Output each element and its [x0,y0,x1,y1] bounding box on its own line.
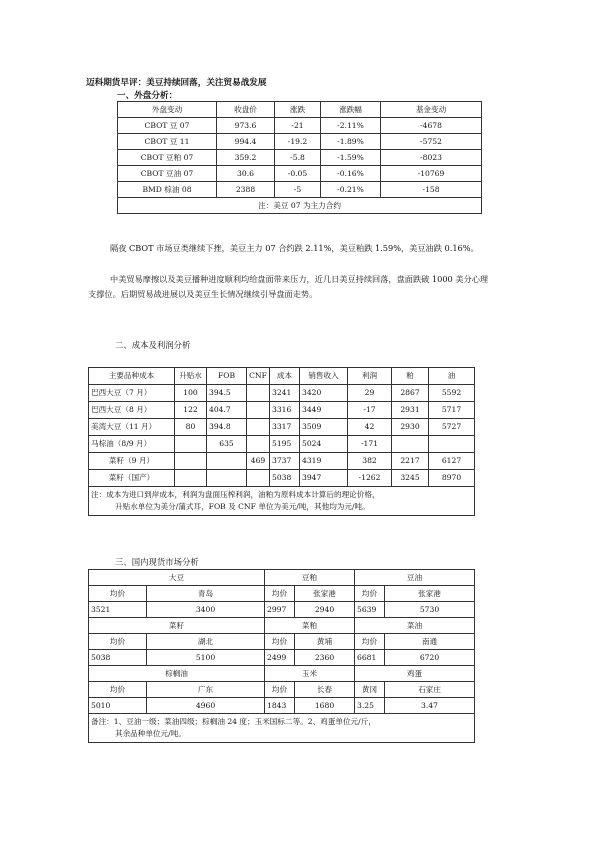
label-cell: 湖北 [147,634,265,650]
note-line: 其余品种单位元/吨。 [115,729,186,739]
value-cell: 2940 [295,602,355,618]
table-cell: CBOT 豆粕 07 [118,150,217,166]
table-cell: BMD 棕油 08 [118,182,217,198]
label-cell: 均价 [265,586,295,602]
table-cell: -158 [381,182,482,198]
header-cell: FOB [207,368,247,385]
value-cell: 5100 [147,650,265,666]
table-cell: 100 [175,385,207,402]
header-cell: 外盘变动 [118,102,217,118]
table-cell: 359.2 [217,150,275,166]
note-line: 备注：1、豆油一级；菜油四级；棕榈油 24 度；玉米国标二等。2、鸡蛋单位元/斤， [91,717,376,726]
product-name-cell: 菜油 [355,618,475,634]
table-cell: 30.6 [217,166,275,182]
table-row [118,150,482,166]
table-cell [247,436,270,453]
value-cell: 6681 [355,650,385,666]
label-cell: 均价 [355,634,385,650]
table-row [89,634,475,650]
table-note-row [89,487,475,516]
table-row [118,166,482,182]
table-row [118,134,482,150]
value-cell: 5639 [355,602,385,618]
table-note [89,487,475,516]
table-cell: -1.89% [321,134,381,150]
table-cell: 5592 [429,385,475,402]
table-cell: 394.5 [207,385,247,402]
table-cell: 3420 [300,385,348,402]
table-cell: 马棕油（8/9 月） [89,436,175,453]
header-cell: 涨跌幅 [321,102,381,118]
spot-market-table [88,569,475,743]
table-cell [247,470,270,487]
table-row [89,602,475,618]
table-row [89,650,475,666]
label-cell: 广东 [147,682,265,698]
table-cell: 5024 [300,436,348,453]
table-cell: 8970 [429,470,475,487]
table-cell: -4678 [381,118,482,134]
table-cell [247,385,270,402]
value-cell: 3.25 [355,698,385,714]
table-cell: -8023 [381,150,482,166]
table-cell: 122 [175,402,207,419]
label-cell: 南通 [385,634,475,650]
value-cell: 4960 [147,698,265,714]
table-row [89,385,475,402]
value-cell: 2360 [295,650,355,666]
header-cell: 油 [429,368,475,385]
label-cell: 均价 [89,586,147,602]
table-cell: 80 [175,419,207,436]
table-cell: 469 [247,453,270,470]
table-cell: 2931 [392,402,429,419]
table-cell: 2930 [392,419,429,436]
value-cell: 2997 [265,602,295,618]
value-cell: 5010 [89,698,147,714]
table-cell: 29 [348,385,392,402]
product-name-cell: 菜粕 [265,618,355,634]
table-cell: 394.8 [207,419,247,436]
table-row [89,666,475,682]
table-cell: -1262 [348,470,392,487]
table-cell: 635 [207,436,247,453]
table-cell: 菜籽（国产） [89,470,175,487]
table-cell: 973.6 [217,118,275,134]
market-paragraph-1: 隔夜 CBOT 市场豆类继续下挫，美豆主力 07 合约跌 2.11%，美豆粕跌 1.59%，美豆油跌 0.16%。 [110,243,479,253]
table-cell: 3241 [270,385,300,402]
table-cell: 5195 [270,436,300,453]
section1-heading: 一、外盘分析： [117,91,178,101]
label-cell: 均价 [265,682,295,698]
label-cell: 均价 [89,634,147,650]
table-row [89,618,475,634]
section2-heading: 二、成本及利润分析 [115,340,191,350]
note-line: 升贴水单位为美分/蒲式耳，FOB 及 CNF 单位为美元/吨，其他均为元/吨。 [115,502,370,512]
table-cell: -0.05 [275,166,321,182]
table-note-row [89,714,475,743]
table-cell: -0.21% [321,182,381,198]
table-cell: -1.59% [321,150,381,166]
table-cell: 巴西大豆（7 月） [89,385,175,402]
table-cell: 5717 [429,402,475,419]
table-cell: 6127 [429,453,475,470]
value-cell: 5730 [385,602,475,618]
section3-heading: 三、国内现货市场分析 [115,557,199,567]
table-cell: 巴西大豆（8 月） [89,402,175,419]
product-name-cell: 鸡蛋 [355,666,475,682]
value-cell: 3.47 [385,698,475,714]
table-header-row [89,368,475,385]
product-name-cell: 大豆 [89,570,265,586]
table-cell: 5727 [429,419,475,436]
table-row [89,586,475,602]
label-cell: 长春 [295,682,355,698]
table-cell: -17 [348,402,392,419]
table-cell: 4319 [300,453,348,470]
note-line: 注：成本为进口到岸成本，利润为盘面压榨利润，油粕为原料成本计算后的理论价格， [91,490,380,499]
table-cell: -171 [348,436,392,453]
table-cell: 3316 [270,402,300,419]
table-cell: -21 [275,118,321,134]
table-row [89,470,475,487]
label-cell: 黄冈 [355,682,385,698]
table-note-row [118,198,482,214]
value-cell: 2499 [265,650,295,666]
table-cell: 3947 [300,470,348,487]
table-cell [207,470,247,487]
table-note [89,714,475,743]
header-cell: 成本 [270,368,300,385]
table-cell: -5752 [381,134,482,150]
label-cell: 均价 [265,634,295,650]
table-cell: CBOT 豆 11 [118,134,217,150]
table-row [118,182,482,198]
table-cell: -10769 [381,166,482,182]
value-cell: 5038 [89,650,147,666]
table-row [89,570,475,586]
table-cell: 5038 [270,470,300,487]
page-title: 迈科期货早评：美豆持续回落，关注贸易战发展 [86,78,267,88]
label-cell: 黄埔 [295,634,355,650]
table-cell: -5.8 [275,150,321,166]
label-cell: 均价 [355,586,385,602]
table-cell [247,419,270,436]
label-cell: 青岛 [147,586,265,602]
product-name-cell: 玉米 [265,666,355,682]
label-cell: 均价 [89,682,147,698]
value-cell: 3400 [147,602,265,618]
table-cell: 2217 [392,453,429,470]
header-cell: 粕 [392,368,429,385]
table-row [89,453,475,470]
market-paragraph-2: 中美贸易摩擦以及美豆播种进度顺利均给盘面带来压力，近几日美豆持续回落，盘面跌破 1000 美分心理支撑位。后期贸易战进展以及美豆生长情况继续引导盘面走势。 [88,274,489,299]
table-cell: -5 [275,182,321,198]
table-cell: 404.7 [207,402,247,419]
table-cell: -0.16% [321,166,381,182]
header-cell: 主要品种成本 [89,368,175,385]
header-cell: 利润 [348,368,392,385]
table-cell [175,453,207,470]
table-cell [247,402,270,419]
label-cell: 张家港 [295,586,355,602]
table-cell: CBOT 豆油 07 [118,166,217,182]
table-cell: -2.11% [321,118,381,134]
header-cell: 涨跌 [275,102,321,118]
table-cell: 994.4 [217,134,275,150]
value-cell: 6720 [385,650,475,666]
table-cell: 382 [348,453,392,470]
product-name-cell: 菜籽 [89,618,265,634]
header-cell: CNF [247,368,270,385]
table-cell [207,453,247,470]
label-cell: 张家港 [385,586,475,602]
value-cell: 1680 [295,698,355,714]
table-row [89,402,475,419]
cost-profit-table [88,367,475,516]
table-header-row [118,102,482,118]
header-cell: 销售收入 [300,368,348,385]
table-cell: 3245 [392,470,429,487]
table-row [89,682,475,698]
table-cell [429,436,475,453]
product-name-cell: 豆油 [355,570,475,586]
table-cell: 3737 [270,453,300,470]
label-cell: 石家庄 [385,682,475,698]
table-cell: 2867 [392,385,429,402]
product-name-cell: 棕榈油 [89,666,265,682]
table-row [89,419,475,436]
table-cell: 3317 [270,419,300,436]
table-cell: 2388 [217,182,275,198]
table-cell: 美湾大豆（11 月） [89,419,175,436]
table-note: 注：美豆 07 为主力合约 [118,198,482,214]
table-cell: CBOT 豆 07 [118,118,217,134]
header-cell: 基金变动 [381,102,482,118]
table-row [89,698,475,714]
table-cell: 菜籽（9 月） [89,453,175,470]
value-cell: 3521 [89,602,147,618]
table-cell [175,436,207,453]
table-row [89,436,475,453]
table-cell [392,436,429,453]
table-cell [175,470,207,487]
value-cell: 1843 [265,698,295,714]
table-cell: -19.2 [275,134,321,150]
table-row [118,118,482,134]
table-cell: 42 [348,419,392,436]
product-name-cell: 豆粕 [265,570,355,586]
table-cell: 3449 [300,402,348,419]
foreign-market-table [117,101,482,214]
header-cell: 收盘价 [217,102,275,118]
table-cell: 3509 [300,419,348,436]
header-cell: 升贴水 [175,368,207,385]
